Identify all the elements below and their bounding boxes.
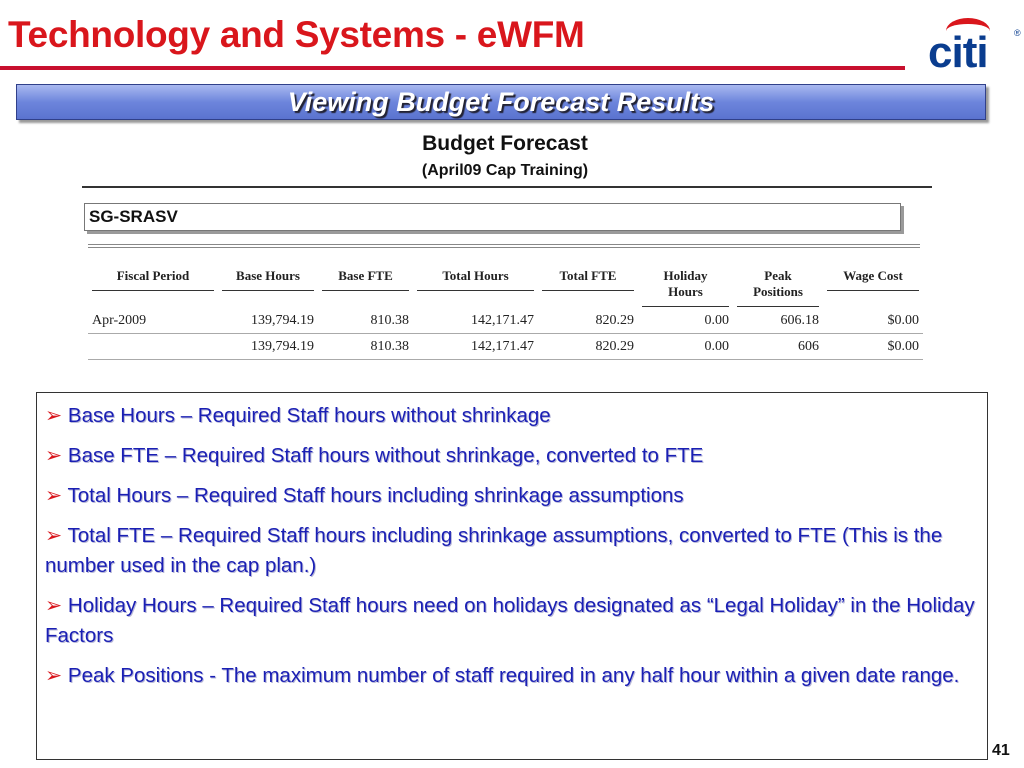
table-cell: 142,171.47 bbox=[413, 334, 538, 360]
column-header: Peak Positions bbox=[733, 262, 823, 308]
group-label-box bbox=[84, 203, 901, 231]
definition-item: ➢ Peak Positions - The maximum number of staff required in any half hour within a given date range. bbox=[45, 664, 960, 687]
arrow-bullet-icon: ➢ bbox=[45, 594, 63, 617]
section-banner bbox=[16, 84, 986, 120]
title-divider bbox=[0, 66, 905, 70]
table-cell: 139,794.19 bbox=[218, 334, 318, 360]
table-top-rule bbox=[88, 244, 920, 245]
definition-item: ➢ Holiday Hours – Required Staff hours need on holidays designated as “Legal Holiday” in the Holiday Factors bbox=[45, 594, 975, 647]
table-cell: Apr-2009 bbox=[88, 308, 218, 334]
banner-text: Viewing Budget Forecast Results bbox=[287, 87, 715, 117]
table-cell: 810.38 bbox=[318, 308, 413, 334]
arrow-bullet-icon: ➢ bbox=[45, 484, 63, 507]
column-header: Total Hours bbox=[413, 262, 538, 308]
table-cell: 820.29 bbox=[538, 308, 638, 334]
citi-logo bbox=[922, 8, 1022, 80]
table-cell: $0.00 bbox=[823, 334, 923, 360]
definition-item: ➢ Total Hours – Required Staff hours including shrinkage assumptions bbox=[45, 484, 684, 507]
table-top-rule-2 bbox=[88, 247, 920, 248]
arrow-bullet-icon: ➢ bbox=[45, 664, 63, 687]
column-header: Base Hours bbox=[218, 262, 318, 308]
arrow-bullet-icon: ➢ bbox=[45, 524, 63, 547]
table-cell: 139,794.19 bbox=[218, 308, 318, 334]
table-row bbox=[88, 308, 923, 334]
table-cell bbox=[88, 334, 218, 360]
slide-title: Technology and Systems - eWFM bbox=[8, 14, 585, 55]
logo-registered-mark: ® bbox=[1014, 28, 1021, 38]
arrow-bullet-icon: ➢ bbox=[45, 444, 63, 467]
table-cell: 0.00 bbox=[638, 334, 733, 360]
report-subtitle: (April09 Cap Training) bbox=[421, 162, 589, 179]
definition-item: ➢ Base Hours – Required Staff hours without shrinkage bbox=[45, 404, 551, 427]
definition-item: ➢ Total FTE – Required Staff hours including shrinkage assumptions, converted to FTE (This is the number used in the cap plan.) bbox=[45, 524, 943, 577]
page-number: 41 bbox=[992, 742, 1010, 759]
report-title: Budget Forecast bbox=[422, 132, 588, 155]
table-cell: 810.38 bbox=[318, 334, 413, 360]
budget-forecast-table bbox=[88, 262, 923, 360]
column-header: Total FTE bbox=[538, 262, 638, 308]
logo-wordmark: citi bbox=[928, 28, 988, 77]
arrow-bullet-icon: ➢ bbox=[45, 404, 63, 427]
table-cell: 606 bbox=[733, 334, 823, 360]
table-header-row bbox=[88, 262, 923, 308]
column-header: Base FTE bbox=[318, 262, 413, 308]
table-cell: 0.00 bbox=[638, 308, 733, 334]
table-cell: 820.29 bbox=[538, 334, 638, 360]
definitions-box bbox=[36, 392, 988, 760]
column-header: Holiday Hours bbox=[638, 262, 733, 308]
definition-item: ➢ Base FTE – Required Staff hours without shrinkage, converted to FTE bbox=[45, 444, 704, 467]
report-divider bbox=[82, 186, 932, 188]
table-cell: $0.00 bbox=[823, 308, 923, 334]
column-header: Wage Cost bbox=[823, 262, 923, 308]
table-total-row bbox=[88, 334, 923, 360]
group-label: SG-SRASV bbox=[89, 207, 178, 226]
table-cell: 606.18 bbox=[733, 308, 823, 334]
table-cell: 142,171.47 bbox=[413, 308, 538, 334]
column-header: Fiscal Period bbox=[88, 262, 218, 308]
